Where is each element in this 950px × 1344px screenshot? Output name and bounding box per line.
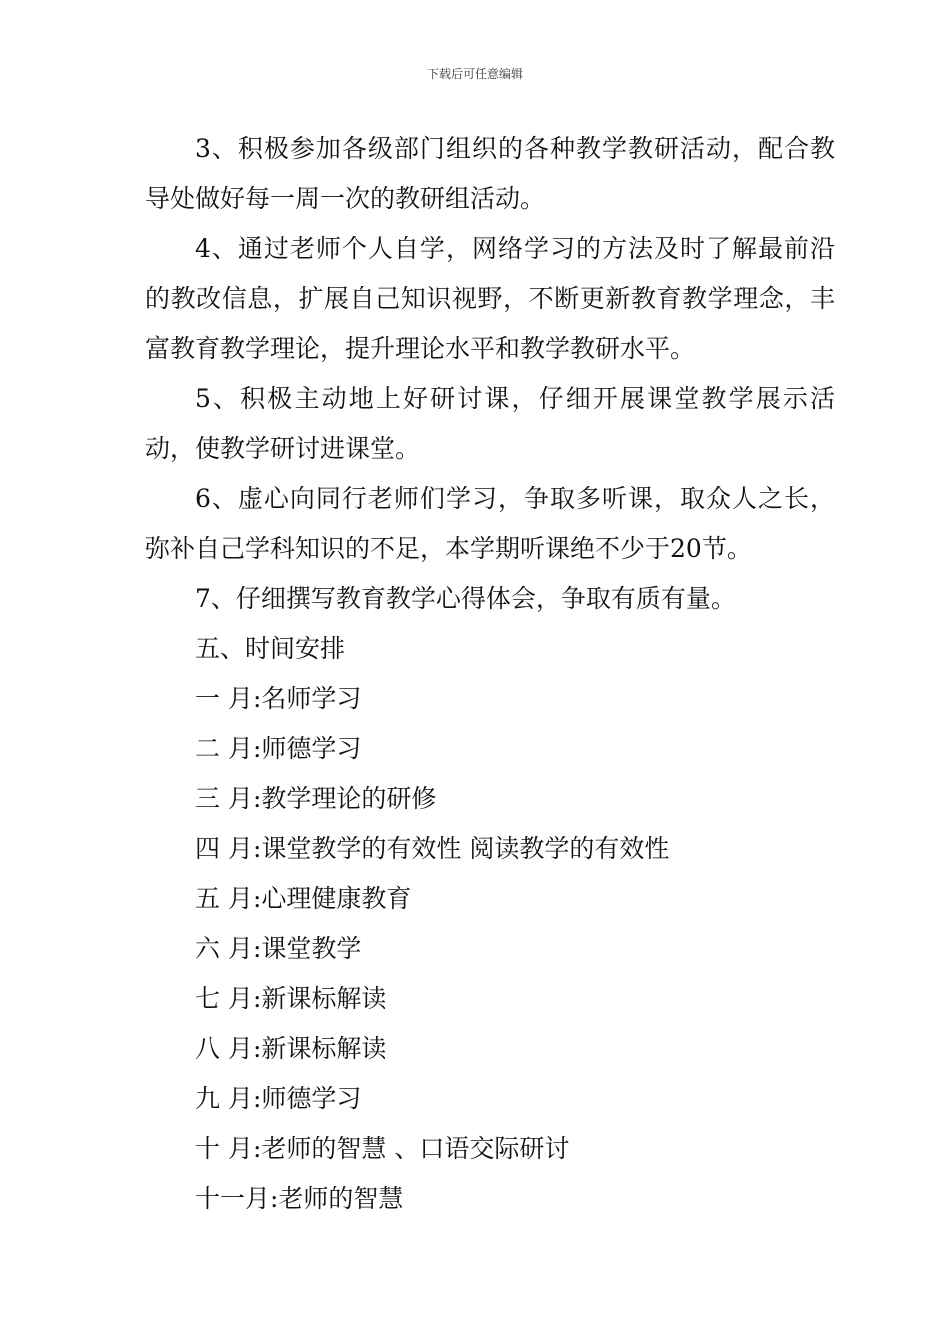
- schedule-item: 十一月:老师的智慧: [195, 1184, 404, 1213]
- page-header-note: 下载后可任意编辑: [426, 67, 523, 81]
- schedule-item: 四 月:课堂教学的有效性 阅读教学的有效性: [195, 834, 670, 863]
- schedule-item: 二 月:师德学习: [195, 734, 362, 763]
- schedule-item: 三 月:教学理论的研修: [195, 784, 437, 813]
- paragraph-item-7: 7、仔细撰写教育教学心得体会，争取有质有量。: [195, 584, 736, 613]
- document-body: [145, 124, 835, 1224]
- schedule-item: 五 月:心理健康教育: [195, 884, 412, 913]
- schedule-item: 八 月:新课标解读: [195, 1034, 387, 1063]
- paragraph-item-5: 5、积极主动地上好研讨课，仔细开展课堂教学展示活动，使教学研讨进课堂。: [145, 384, 835, 463]
- schedule-item: 十 月:老师的智慧 、口语交际研讨: [195, 1134, 570, 1163]
- paragraph-item-3: 3、积极参加各级部门组织的各种教学教研活动，配合教导处做好每一周一次的教研组活动。: [145, 134, 835, 213]
- schedule-item: 七 月:新课标解读: [195, 984, 387, 1013]
- schedule-item: 九 月:师德学习: [195, 1084, 362, 1113]
- paragraph-item-6: 6、虚心向同行老师们学习，争取多听课，取众人之长，弥补自己学科知识的不足，本学期听课绝不少于20节。: [145, 484, 835, 563]
- schedule-item: 一 月:名师学习: [195, 684, 362, 713]
- schedule-item: 六 月:课堂教学: [195, 934, 362, 963]
- section-title: 五、时间安排: [195, 634, 346, 663]
- paragraph-item-4: 4、通过老师个人自学，网络学习的方法及时了解最前沿的教改信息，扩展自己知识视野，不断更新教育教学理念，丰富教育教学理论，提升理论水平和教学教研水平。: [145, 234, 835, 363]
